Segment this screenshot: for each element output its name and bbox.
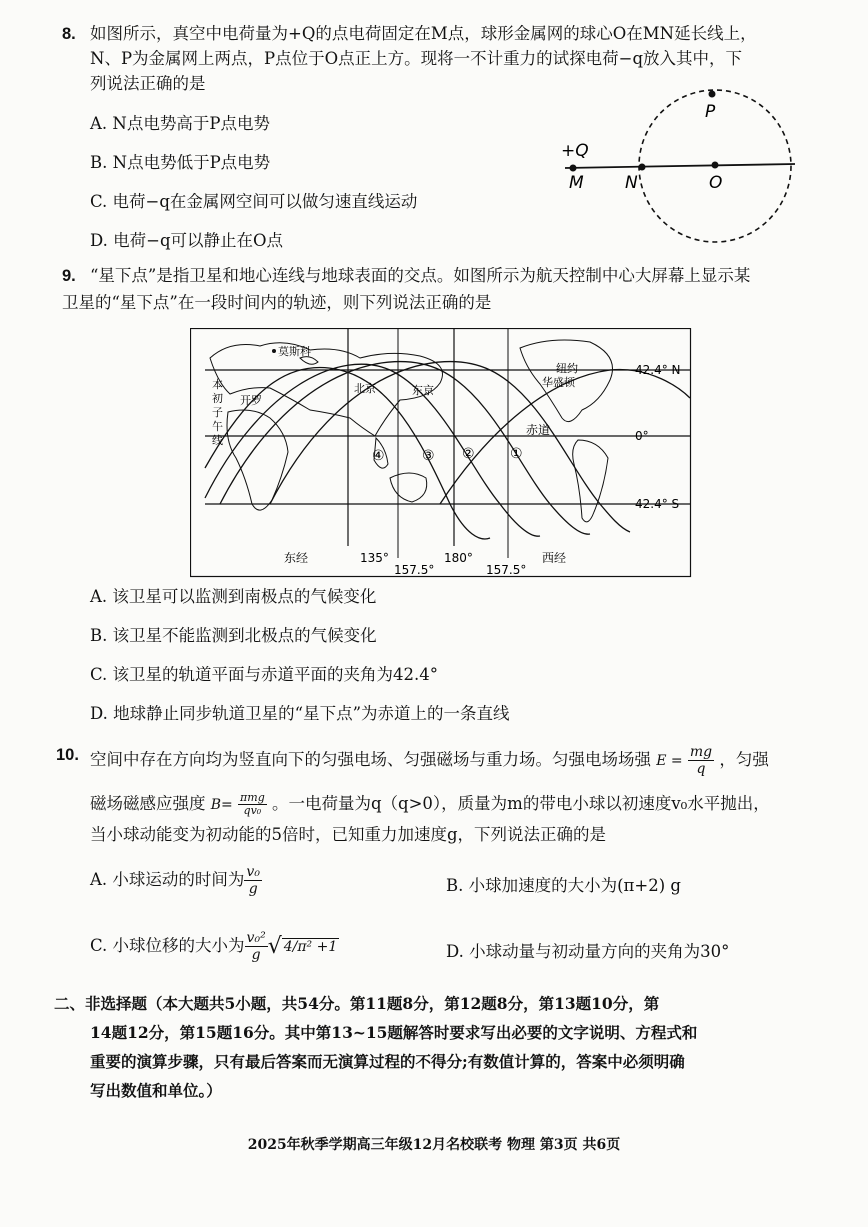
e-fraction-den: q bbox=[696, 761, 706, 777]
q10-line1-text: 空间中存在方向均为竖直向下的匀强电场、匀强磁场与重力场。匀强电场场强 bbox=[90, 750, 651, 769]
q9-number: 9. bbox=[62, 267, 76, 285]
q9-option-b[interactable] bbox=[90, 622, 377, 646]
label-washington: 华盛顿 bbox=[542, 376, 575, 389]
time-fraction-den: g bbox=[248, 881, 258, 897]
option-label: B. bbox=[90, 626, 108, 645]
q8-figure bbox=[555, 88, 805, 248]
q10-option-a[interactable] bbox=[90, 864, 262, 897]
option-label: D. bbox=[90, 231, 108, 250]
option-label: B. bbox=[90, 153, 108, 172]
option-label: B. bbox=[446, 876, 464, 895]
label-p: P bbox=[705, 102, 716, 122]
label-meridian-char-5: 线 bbox=[212, 434, 223, 447]
label-lat-0: 0° bbox=[635, 429, 649, 443]
q9-option-d[interactable] bbox=[90, 700, 510, 724]
point-o bbox=[712, 162, 719, 169]
label-lon-135: 135° bbox=[360, 551, 389, 565]
label-newyork: 纽约 bbox=[556, 362, 578, 375]
q8-stem-line1: 如图所示，真空中电荷量为+Q的点电荷固定在M点，球形金属网的球心O在MN延长线上， bbox=[90, 24, 757, 43]
option-label: D. bbox=[90, 704, 108, 723]
label-n: N bbox=[625, 173, 638, 193]
point-n bbox=[639, 164, 646, 171]
section2-line4: 写出数值和单位。） bbox=[90, 1081, 222, 1100]
q8-option-b[interactable] bbox=[90, 149, 270, 173]
displacement-fraction-den: g bbox=[251, 947, 261, 963]
option-label: C. bbox=[90, 192, 108, 211]
q8-number: 8. bbox=[62, 25, 76, 43]
option-text: 小球运动的时间为 bbox=[112, 870, 245, 889]
label-m: M bbox=[569, 173, 584, 193]
option-label: C. bbox=[90, 936, 108, 955]
label-lon-1575-west: 157.5° bbox=[486, 563, 527, 577]
q9-stem-line1: “星下点”是指卫星和地心连线与地球表面的交点。如图所示为航天控制中心大屏幕上显示某 bbox=[90, 266, 751, 285]
b-fraction-den: qv₀ bbox=[243, 804, 262, 817]
q10-option-c[interactable] bbox=[90, 930, 339, 963]
q10-stem-line3: 当小球动能变为初动能的5倍时，已知重力加速度g，下列说法正确的是 bbox=[90, 825, 607, 844]
section2-line2: 14题12分，第15题16分。其中第13~15题解答时要求写出必要的文字说明、方程式和 bbox=[90, 1023, 698, 1042]
e-symbol: E = bbox=[656, 753, 683, 769]
point-m bbox=[570, 165, 577, 172]
label-west-longitude: 西经 bbox=[542, 551, 567, 565]
option-text: 电荷−q在金属网空间可以做匀速直线运动 bbox=[112, 192, 418, 211]
label-track-2: ② bbox=[462, 446, 475, 462]
label-track-1: ① bbox=[510, 446, 523, 462]
section2-line1: 二、非选择题（本大题共5小题，共54分。第11题8分，第12题8分，第13题10分，第 bbox=[54, 994, 660, 1013]
time-fraction bbox=[244, 864, 262, 897]
e-fraction-num: mg bbox=[689, 744, 713, 760]
e-fraction bbox=[688, 744, 714, 777]
label-tokyo: 东京 bbox=[412, 384, 434, 397]
label-moscow: 莫斯科 bbox=[278, 345, 311, 358]
ground-track-map bbox=[190, 328, 692, 578]
q10-option-b[interactable] bbox=[446, 872, 681, 896]
point-p bbox=[709, 91, 716, 98]
q8-stem-line3: 列说法正确的是 bbox=[90, 74, 206, 93]
label-lon-1575-east: 157.5° bbox=[394, 563, 435, 577]
label-meridian-char-2: 初 bbox=[212, 392, 223, 405]
b-fraction-num: πmg bbox=[240, 791, 265, 804]
option-label: C. bbox=[90, 665, 108, 684]
label-meridian-char-4: 午 bbox=[212, 420, 223, 433]
option-text: 小球加速度的大小为(π+2) g bbox=[468, 876, 681, 895]
label-lon-180: 180° bbox=[444, 551, 473, 565]
option-text: 该卫星不能监测到北极点的气候变化 bbox=[112, 626, 377, 645]
option-text: 该卫星的轨道平面与赤道平面的夹角为42.4° bbox=[112, 665, 439, 684]
option-label: A. bbox=[90, 870, 108, 889]
q9-option-c[interactable] bbox=[90, 661, 438, 685]
section2-line3: 重要的演算步骤，只有最后答案而无演算过程的不得分;有数值计算的，答案中必须明确 bbox=[90, 1052, 685, 1071]
option-text: 小球位移的大小为 bbox=[112, 936, 245, 955]
q8-stem-line2: N、P为金属网上两点，P点位于O点正上方。现将一不计重力的试探电荷−q放入其中，下 bbox=[90, 49, 743, 68]
label-cairo: 开罗 bbox=[240, 394, 262, 407]
label-lat-42n: 42.4° N bbox=[635, 363, 681, 377]
q8-option-a[interactable] bbox=[90, 110, 270, 134]
option-text: N点电势高于P点电势 bbox=[112, 114, 270, 133]
page-footer: 2025年秋季学期高三年级12月名校联考 物理 第3页 共6页 bbox=[247, 1137, 621, 1153]
q10-number: 10. bbox=[56, 746, 79, 764]
option-label: A. bbox=[90, 587, 108, 606]
label-lat-42s: 42.4° S bbox=[635, 497, 680, 511]
sqrt-radicand: 4/π² +1 bbox=[283, 938, 338, 955]
label-meridian-char-3: 子 bbox=[212, 406, 223, 419]
b-fraction bbox=[238, 792, 267, 817]
city-dot-moscow bbox=[272, 349, 276, 353]
option-label: D. bbox=[446, 942, 464, 961]
q10-line1-tail: ，匀强 bbox=[719, 750, 769, 769]
q10-line2-text: 磁场磁感应强度 bbox=[90, 794, 206, 813]
label-track-4: ④ bbox=[372, 448, 385, 464]
q8-option-d[interactable] bbox=[90, 227, 283, 251]
option-text: 地球静止同步轨道卫星的“星下点”为赤道上的一条直线 bbox=[113, 704, 510, 723]
b-symbol: B= bbox=[210, 797, 233, 813]
label-track-3: ③ bbox=[422, 448, 435, 464]
q8-option-c[interactable] bbox=[90, 188, 417, 212]
sqrt-sign: √ bbox=[267, 934, 282, 959]
option-text: 该卫星可以监测到南极点的气候变化 bbox=[112, 587, 377, 606]
option-label: A. bbox=[90, 114, 108, 133]
label-beijing: 北京 bbox=[354, 382, 376, 395]
label-east-longitude: 东经 bbox=[284, 551, 309, 565]
displacement-fraction-num: v₀² bbox=[246, 930, 266, 946]
q9-option-a[interactable] bbox=[90, 583, 376, 607]
time-fraction-num: v₀ bbox=[246, 864, 260, 880]
q9-stem-line2: 卫星的“星下点”在一段时间内的轨迹，则下列说法正确的是 bbox=[62, 293, 492, 312]
label-equator: 赤道 bbox=[526, 423, 551, 437]
q10-stem-line1 bbox=[90, 744, 769, 777]
option-text: 电荷−q可以静止在O点 bbox=[113, 231, 284, 250]
q10-option-d[interactable] bbox=[446, 938, 729, 962]
option-text: N点电势低于P点电势 bbox=[112, 153, 271, 172]
displacement-fraction bbox=[245, 930, 268, 963]
mn-line bbox=[565, 164, 795, 168]
map-frame bbox=[191, 329, 691, 577]
label-meridian-char-1: 本 bbox=[212, 378, 223, 391]
q10-stem-line2 bbox=[90, 792, 770, 817]
label-o: O bbox=[709, 173, 723, 193]
label-plus-q: +Q bbox=[561, 141, 589, 161]
option-text: 小球动量与初动量方向的夹角为30° bbox=[469, 942, 730, 961]
q10-line2-tail: 。一电荷量为q（q>0），质量为m的带电小球以初速度v₀水平抛出， bbox=[271, 794, 770, 813]
